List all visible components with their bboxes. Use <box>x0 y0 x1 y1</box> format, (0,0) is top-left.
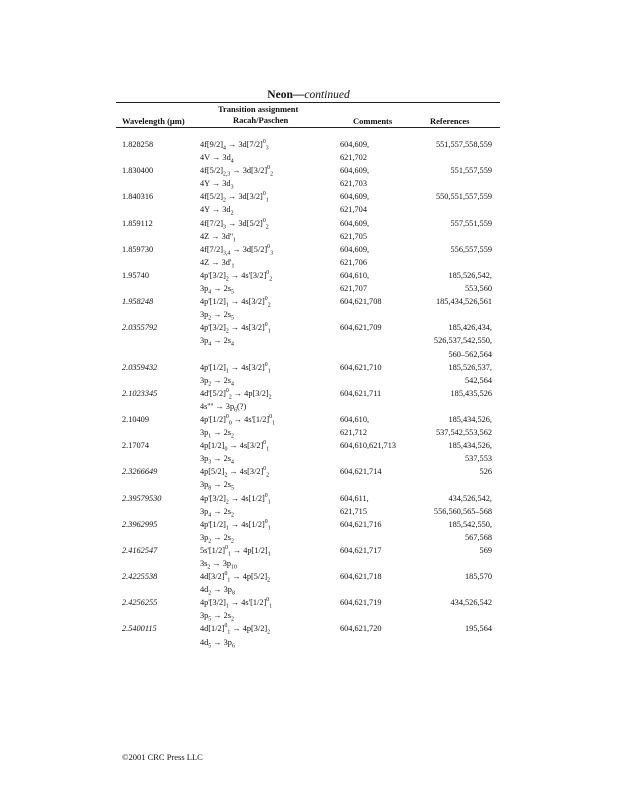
table-row-line <box>0 518 617 531</box>
references-cell: 185,570 <box>465 572 492 582</box>
copyright-footer: ©2001 CRC Press LLC <box>122 752 203 762</box>
header-transition-line2: Racah/Paschen <box>233 115 289 125</box>
wavelength-cell: 2.5400115 <box>122 624 157 634</box>
wavelength-cell: 1.830400 <box>122 166 154 176</box>
header-references: References <box>430 116 470 126</box>
table-row-line <box>0 492 617 505</box>
comments-cell: 604,621,720 <box>340 624 382 634</box>
table-row-line <box>0 452 617 465</box>
table-row <box>0 164 617 190</box>
transition-cell: $4d_5 \to 3p_6$ <box>200 637 235 650</box>
references-cell: 185,542,550, <box>448 519 492 529</box>
references-cell: 195,564 <box>465 624 492 634</box>
comments-cell: 604,621,716 <box>340 519 382 529</box>
transition-cell: $4p'[3/2]_2 \to 4s[3/2]^0_1$ <box>200 322 271 335</box>
table-row-line <box>0 138 617 151</box>
table-row <box>0 413 617 439</box>
table-row-line <box>0 164 617 177</box>
comments-cell: 604,609, <box>340 218 370 228</box>
wavelength-cell: 2.3266649 <box>122 467 158 477</box>
table-row-line <box>0 622 617 635</box>
references-cell: 567,568 <box>465 532 492 542</box>
wavelength-cell: 2.4162547 <box>122 545 158 555</box>
references-cell: 185,426,434, <box>448 323 492 333</box>
references-cell: 553,560 <box>465 284 492 294</box>
wavelength-cell: 2.1023345 <box>122 388 158 398</box>
references-cell: 185,526,542, <box>448 270 492 280</box>
transition-cell: $4p[5/2]_2 \to 4s[3/2]^0_2$ <box>200 466 270 479</box>
wavelength-cell: 1.95740 <box>122 270 149 280</box>
comments-cell: 621,706 <box>340 257 367 267</box>
references-cell: 537,553 <box>465 454 492 464</box>
table-row <box>0 190 617 216</box>
wavelength-cell: 2.17074 <box>122 441 149 451</box>
transition-cell: $4Z \to 3d'_1$ <box>200 257 235 270</box>
comments-cell: 604,609, <box>340 140 370 149</box>
comments-cell: 604,621,710 <box>340 362 382 372</box>
transition-cell: $4p[1/2]_0 \to 4s[3/2]^0_1$ <box>200 440 270 453</box>
transition-cell: $3p_4 \to 2s_4$ <box>200 336 234 349</box>
transition-cell: $4d[1/2]^0_1 \to 4p[3/2]_2$ <box>200 623 271 637</box>
comments-cell: 621,705 <box>340 231 367 241</box>
transition-cell: $5s'[1/2]^0_1 \to 4p[1/2]_1$ <box>200 545 271 558</box>
wavelength-cell: 2.0355792 <box>122 323 158 333</box>
transition-cell: $4V \to 3d_4$ <box>200 153 234 165</box>
comments-cell: 604,621,717 <box>340 545 382 555</box>
table-row-line <box>0 203 617 216</box>
references-cell: 185,435,526 <box>450 388 492 398</box>
references-cell: 185,526,537, <box>448 362 492 372</box>
transition-cell: $4d[3/2]^0_1 \to 4p[5/2]_2$ <box>200 571 271 584</box>
title-element: Neon— <box>267 89 305 101</box>
comments-cell: 604,621,708 <box>340 297 382 307</box>
table-body <box>0 138 617 649</box>
table-row-line <box>0 190 617 203</box>
transition-cell: $3p_4 \to 2s_2$ <box>200 506 234 519</box>
transition-cell: $3p_1 \to 2s_2$ <box>200 428 234 440</box>
comments-cell: 604,611, <box>340 493 369 503</box>
references-cell: 557,551,559 <box>450 218 492 228</box>
table-row-line <box>0 334 617 347</box>
title-continued: continued <box>304 89 350 101</box>
transition-cell: $4s'''' \to 3p_6(?)$ <box>200 401 247 414</box>
references-cell: 537,542,553,562 <box>435 428 492 438</box>
references-cell: 542,564 <box>465 375 492 385</box>
comments-cell: 621,712 <box>340 428 367 438</box>
comments-cell: 604,610, <box>340 414 370 424</box>
transition-cell: $4p'[1/2]_1 \to 4s[1/2]^0_1$ <box>200 518 271 532</box>
table-row <box>0 295 617 321</box>
table-row <box>0 217 617 243</box>
wavelength-cell: 2.10409 <box>122 414 149 424</box>
table-row-line <box>0 230 617 243</box>
wavelength-cell: 1.958248 <box>122 297 154 307</box>
transition-cell: $3s_2 \to 3p_{10}$ <box>200 559 237 571</box>
transition-cell: $4p'[3/2]_1 \to 4s'[1/2]^0_1$ <box>200 597 273 610</box>
references-cell: 556,557,559 <box>450 244 492 254</box>
comments-cell: 621,704 <box>340 205 367 215</box>
transition-cell: $4d'[5/2]^0_2 \to 4p[3/2]_2$ <box>200 388 272 401</box>
transition-cell: $4p'[3/2]_2 \to 4s'[3/2]^0_2$ <box>200 270 273 283</box>
table-row-line <box>0 387 617 400</box>
transition-cell: $4f[9/2]_4 \to 3d[7/2]^0_3$ <box>200 139 269 152</box>
references-cell: 526,537,542,550, <box>433 336 492 346</box>
transition-cell: $3p_3 \to 2s_4$ <box>200 454 234 466</box>
transition-cell: $4d_2 \to 3p_8$ <box>200 585 235 597</box>
table-row <box>0 518 617 544</box>
comments-cell: 621,702 <box>340 153 367 163</box>
wavelength-cell: 1.859730 <box>122 244 154 254</box>
transition-cell: $3p_4 \to 2s_5$ <box>200 284 234 296</box>
references-cell: 526 <box>479 467 492 477</box>
transition-cell: $4f[5/2]_2 \to 3d[3/2]^0_1$ <box>200 191 269 205</box>
comments-cell: 604,621,711 <box>340 388 382 398</box>
header-comments: Comments <box>353 116 393 126</box>
table-row-line <box>0 177 617 190</box>
table-row-line <box>0 426 617 439</box>
references-cell: 550,551,557,559 <box>435 192 492 202</box>
transition-cell: $4p'[1/2]^0_0 \to 4s'[1/2]^0_1$ <box>200 414 275 427</box>
comments-cell: 604,621,719 <box>340 598 382 608</box>
wavelength-cell: 2.0359432 <box>122 362 158 372</box>
comments-cell: 621,707 <box>340 284 367 294</box>
table-row <box>0 492 617 518</box>
references-cell: 185,434,526, <box>448 441 492 451</box>
transition-cell: $4Y \to 3d_2$ <box>200 205 234 218</box>
table-row-line <box>0 636 617 649</box>
references-cell: 185,434,526,561 <box>435 297 492 307</box>
references-cell: 434,526,542 <box>450 598 492 608</box>
table-row-line <box>0 465 617 478</box>
wavelength-cell: 2.39579530 <box>122 493 162 503</box>
table-row <box>0 387 617 413</box>
table-row <box>0 544 617 570</box>
table-row-line <box>0 151 617 164</box>
table-row <box>0 361 617 387</box>
wavelength-cell: 2.4256255 <box>122 598 158 608</box>
table-row-line <box>0 217 617 230</box>
table-row-line <box>0 583 617 596</box>
wavelength-cell: 2.3962995 <box>122 519 158 529</box>
table-row-line <box>0 374 617 387</box>
table-row <box>0 321 617 360</box>
table-row-line <box>0 295 617 308</box>
transition-cell: $4p'[1/2]_1 \to 4s[3/2]^0_2$ <box>200 296 271 309</box>
transition-cell: $4Z \to 3d''_1$ <box>200 231 236 244</box>
header-transition-line1: Transition assignment <box>218 104 299 114</box>
table-row <box>0 465 617 491</box>
comments-cell: 604,609, <box>340 166 370 176</box>
transition-cell: $4f[5/2]_{2,3} \to 3d[3/2]^0_2$ <box>200 165 273 178</box>
table-row <box>0 269 617 295</box>
table-row-line <box>0 348 617 361</box>
comments-cell: 604,610,621,713 <box>340 441 397 451</box>
table-title <box>0 89 617 102</box>
table-row <box>0 570 617 596</box>
comments-cell: 604,621,709 <box>340 323 382 333</box>
references-cell: 434,526,542, <box>448 493 492 503</box>
table-row-line <box>0 570 617 583</box>
table-row-line <box>0 243 617 256</box>
comments-cell: 604,621,714 <box>340 467 382 477</box>
table-row <box>0 596 617 622</box>
header-rule <box>116 127 500 128</box>
table-row-line <box>0 439 617 452</box>
table-row-line <box>0 282 617 295</box>
table-row-line <box>0 505 617 518</box>
table-row-line <box>0 321 617 334</box>
table-row-line <box>0 557 617 570</box>
top-rule <box>116 102 500 103</box>
table-row-line <box>0 596 617 609</box>
transition-cell: $4p'[1/2]_1 \to 4s[3/2]^0_1$ <box>200 361 271 375</box>
table-row-line <box>0 478 617 491</box>
transition-cell: $4Y \to 3d_3$ <box>200 179 234 191</box>
comments-cell: 604,609, <box>340 192 370 202</box>
comments-cell: 604,609, <box>340 244 370 254</box>
table-row <box>0 243 617 269</box>
table-row-line <box>0 400 617 413</box>
transition-cell: $4p'[3/2]_2 \to 4s[1/2]^0_1$ <box>200 492 271 506</box>
comments-cell: 604,610, <box>340 270 370 280</box>
transition-cell: $3p_8 \to 2s_5$ <box>200 480 234 493</box>
table-row-line <box>0 531 617 544</box>
references-cell: 185,434,526, <box>448 414 492 424</box>
table-row-line <box>0 361 617 374</box>
comments-cell: 604,621,718 <box>340 572 382 582</box>
wavelength-cell: 1.828258 <box>122 140 154 149</box>
transition-cell: $3p_5 \to 2s_2$ <box>200 611 234 624</box>
table-row-line <box>0 256 617 269</box>
transition-cell: $4f[7/2]_{3,4} \to 3d[5/2]^0_3$ <box>200 243 273 257</box>
references-cell: 569 <box>479 545 492 555</box>
comments-cell: 621,715 <box>340 506 367 516</box>
table-row-line <box>0 269 617 282</box>
wavelength-cell: 1.859112 <box>122 218 153 228</box>
references-cell: 560–562,564 <box>448 349 492 359</box>
transition-cell: $3p_2 \to 2s_5$ <box>200 310 234 322</box>
transition-cell: $3p_2 \to 2s_2$ <box>200 532 234 545</box>
table-row-line <box>0 544 617 557</box>
table-row-line <box>0 413 617 426</box>
comments-cell: 621,703 <box>340 179 367 189</box>
references-cell: 551,557,558,559 <box>435 140 492 149</box>
transition-cell: $4f[7/2]_3 \to 3d[5/2]^0_2$ <box>200 217 269 231</box>
table-row-line <box>0 609 617 622</box>
wavelength-cell: 2.4225538 <box>122 572 158 582</box>
table-row <box>0 622 617 648</box>
table-row <box>0 439 617 465</box>
references-cell: 551,557,559 <box>450 166 492 176</box>
table-row-line <box>0 308 617 321</box>
header-wavelength: Wavelength (μm) <box>122 116 185 126</box>
transition-cell: $3p_2 \to 2s_4$ <box>200 375 234 388</box>
table-row <box>0 138 617 164</box>
wavelength-cell: 1.840316 <box>122 192 154 202</box>
references-cell: 556,560,565–568 <box>433 506 492 516</box>
